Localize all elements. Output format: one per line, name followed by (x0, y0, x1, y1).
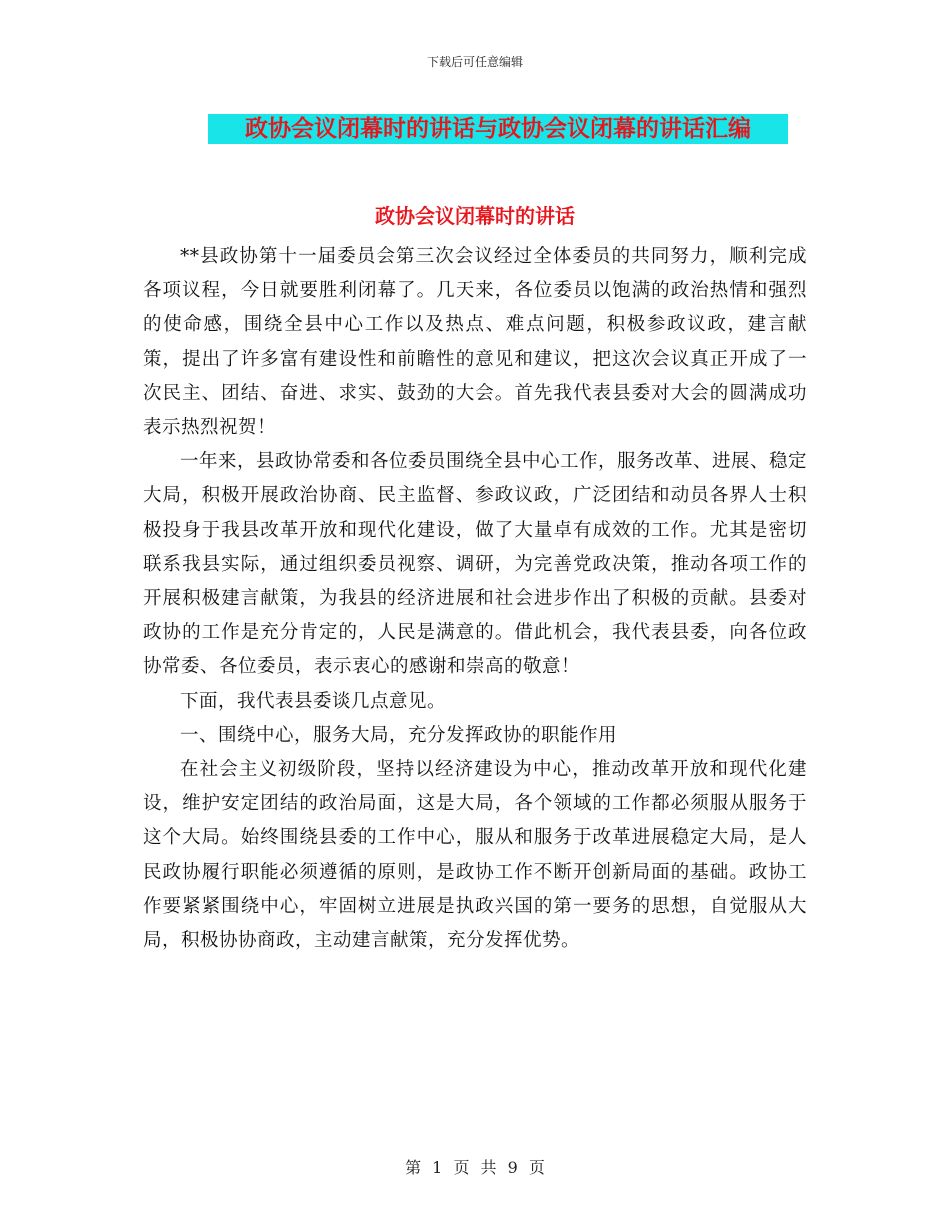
page-number: 第 1 页 共 9 页 (405, 1158, 545, 1177)
paragraph: 下面，我代表县委谈几点意见。 (180, 690, 447, 712)
document-main-title: 政协会议闭幕时的讲话与政协会议闭幕的讲话汇编 (208, 114, 788, 144)
paragraph: 一年来，县政协常委和各位委员围绕全县中心工作，服务改革、进展、稳定大局，积极开展政治协商、民主监督、参政议政，广泛团结和动员各界人士积极投身于我县改革开放和现代化建设，做了大量卓有成效的工作。尤其是密切联系我县实际，通过组织委员视察、调研，为完善党政决策，推动各项工作的开展积极建言献策，为我县的经济进展和社会进步作出了积极的贡献。县委对政协的工作是充分肯定的，人民是满意的。借此机会，我代表县委，向各位政协常委、各位委员，表示衷心的感谢和崇高的敬意！ (143, 451, 808, 678)
document-body (143, 240, 807, 958)
paragraph: 在社会主义初级阶段，坚持以经济建设为中心，推动改革开放和现代化建设，维护安定团结的政治局面，这是大局，各个领域的工作都必须服从服务于这个大局。始终围绕县委的工作中心，服从和服务于改革进展稳定大局，是人民政协履行职能必须遵循的原则，是政协工作不断开创新局面的基础。政协工作要紧紧围绕中心，牢固树立进展是执政兴国的第一要务的思想，自觉服从大局，积极协协商政，主动建言献策，充分发挥优势。 (143, 759, 807, 952)
section-heading: 一、围绕中心，服务大局，充分发挥政协的职能作用 (180, 724, 618, 746)
paragraph: **县政协第十一届委员会第三次会议经过全体委员的共同努力，顺利完成各项议程，今日就要胜利闭幕了。几天来，各位委员以饱满的政治热情和强烈的使命感，围绕全县中心工作以及热点、难点问题，积极参政议政，建言献策，提出了许多富有建设性和前瞻性的意见和建议，把这次会议真正开成了一次民主、团结、奋进、求实、鼓劲的大会。首先我代表县委对大会的圆满成功表示热烈祝贺！ (143, 246, 807, 439)
document-sub-title: 政协会议闭幕时的讲话 (375, 204, 575, 228)
header-note: 下载后可任意编辑 (426, 55, 523, 69)
